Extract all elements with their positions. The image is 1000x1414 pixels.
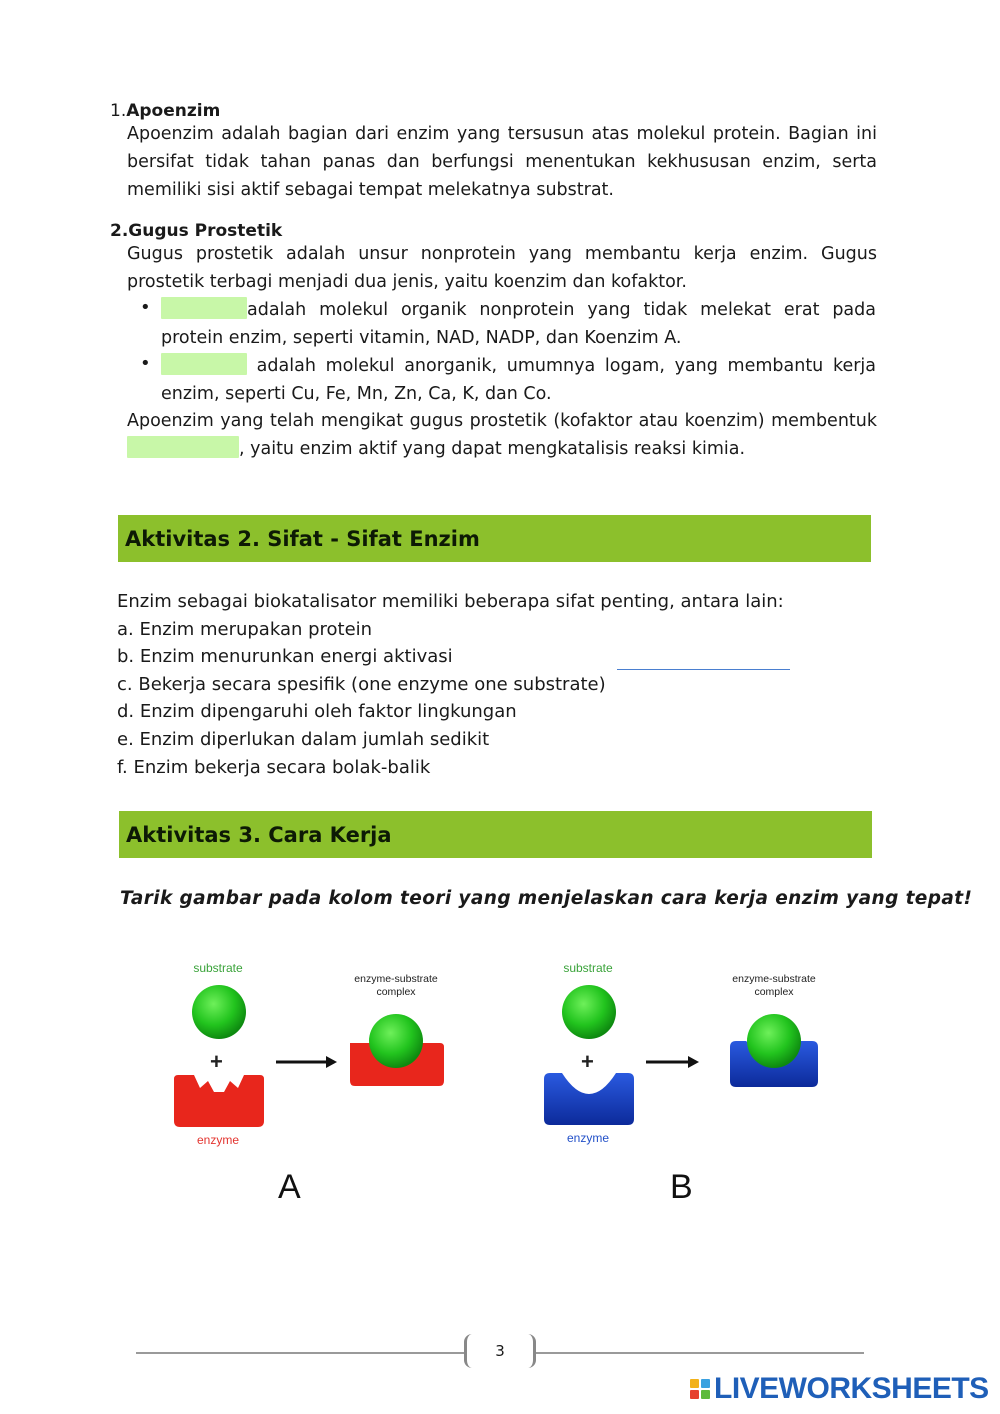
bullet-1-text: adalah molekul organik nonprotein yang tidak melekat erat pada protein enzim, seperti vitamin, NAD, NADP, dan Koenzim A. xyxy=(161,300,876,348)
property-item: d. Enzim dipengaruhi oleh faktor lingkungan xyxy=(117,701,517,723)
bullet-1 xyxy=(161,296,876,352)
diagram-a-arrow-head xyxy=(326,1056,337,1068)
diagram-a-complex-line2: complex xyxy=(376,986,416,998)
section-1-text: Apoenzim adalah bagian dari enzim yang tersusun atas molekul protein. Bagian ini bersifat tidak tahan panas dan berfungsi menentukan kekhususan enzim, serta memiliki sisi aktif sebagai tempat melekatnya substrat. xyxy=(127,124,877,200)
blank-input-kofaktor[interactable] xyxy=(161,353,247,375)
diagram-a-lock-and-key[interactable] xyxy=(150,955,470,1155)
diagram-b-complex-label xyxy=(716,973,832,999)
section-2-title: Gugus Prostetik xyxy=(128,221,283,241)
diagram-b-plus: + xyxy=(581,1049,594,1074)
section-2-closing xyxy=(127,407,877,463)
diagram-a-plus: + xyxy=(210,1049,223,1074)
diagram-b-substrate-label: substrate xyxy=(563,961,613,975)
diagram-a-complex-label xyxy=(338,973,454,999)
property-item: a. Enzim merupakan protein xyxy=(117,618,373,640)
bullet-2-text: adalah molekul anorganik, umumnya logam, yang membantu kerja enzim, seperti Cu, Fe, Mn, Zn, Ca, K, dan Co. xyxy=(161,356,876,404)
activity-3-banner xyxy=(119,811,872,858)
page-number-box xyxy=(464,1334,536,1368)
diagram-b-complex-line1: enzyme-substrate xyxy=(732,973,816,985)
blank-input-koenzim[interactable] xyxy=(161,297,247,319)
activity-3-title: Aktivitas 3. Cara Kerja xyxy=(126,822,392,847)
property-item: f. Enzim bekerja secara bolak-balik xyxy=(117,756,431,778)
diagram-a-substrate xyxy=(192,985,246,1039)
diagram-a-enzyme-shape xyxy=(174,1075,264,1127)
enzyme-properties-list xyxy=(117,588,784,781)
diagram-b-enzyme-shape xyxy=(544,1073,634,1125)
diagram-b-letter: B xyxy=(670,1168,693,1206)
liveworksheets-logo xyxy=(690,1372,989,1406)
diagram-a-enzyme-label: enzyme xyxy=(196,1133,240,1147)
bullet-2-dot: • xyxy=(140,353,151,374)
property-item: b. Enzim menurunkan energi aktivasi xyxy=(117,646,453,668)
activity-3-instruction: Tarik gambar pada kolom teori yang menjelaskan cara kerja enzim yang tepat! xyxy=(120,888,973,909)
closing-before-text: Apoenzim yang telah mengikat gugus prostetik (kofaktor atau koenzim) membentuk xyxy=(127,411,877,431)
property-item: c. Bekerja secara spesifik (one enzyme one substrate) xyxy=(117,673,606,695)
answer-underline[interactable] xyxy=(617,669,790,670)
diagram-b-enzyme-label: enzyme xyxy=(566,1131,610,1145)
section-2-text: Gugus prostetik adalah unsur nonprotein yang membantu kerja enzim. Gugus prostetik terbagi menjadi dua jenis, yaitu koenzim dan kofaktor. xyxy=(127,244,877,292)
activity-2-title: Aktivitas 2. Sifat - Sifat Enzim xyxy=(125,526,480,551)
bullet-1-dot: • xyxy=(140,297,151,318)
section-1-title: Apoenzim xyxy=(126,101,221,121)
diagram-b-induced-fit[interactable] xyxy=(520,955,840,1155)
blank-input-holoenzim[interactable] xyxy=(127,436,239,458)
diagram-a-letter: A xyxy=(278,1168,301,1206)
activity-2-banner xyxy=(118,515,871,562)
diagram-b-substrate xyxy=(562,985,616,1039)
footer-line-right xyxy=(536,1352,864,1354)
diagram-a-substrate-label: substrate xyxy=(193,961,243,975)
diagram-a-complex-substrate xyxy=(369,1014,423,1068)
properties-intro: Enzim sebagai biokatalisator memiliki beberapa sifat penting, antara lain: xyxy=(117,591,784,612)
footer-line-left xyxy=(136,1352,464,1354)
brand-name: LIVEWORKSHEETS xyxy=(714,1372,989,1405)
diagram-b-complex-substrate xyxy=(747,1014,801,1068)
diagram-b-arrow-head xyxy=(688,1056,699,1068)
section-2-heading xyxy=(110,221,282,241)
liveworksheets-logo-icon xyxy=(690,1379,710,1399)
diagram-a-complex-line1: enzyme-substrate xyxy=(354,973,438,985)
closing-after-text: , yaitu enzim aktif yang dapat mengkatalisis reaksi kimia. xyxy=(239,439,746,459)
section-1-number: 1. xyxy=(110,101,127,121)
section-2-number: 2. xyxy=(110,221,129,241)
bullet-2 xyxy=(161,352,876,408)
section-1-heading xyxy=(110,101,220,121)
page-number: 3 xyxy=(495,1342,505,1360)
property-item: e. Enzim diperlukan dalam jumlah sedikit xyxy=(117,728,490,750)
diagram-b-complex-line2: complex xyxy=(754,986,794,998)
